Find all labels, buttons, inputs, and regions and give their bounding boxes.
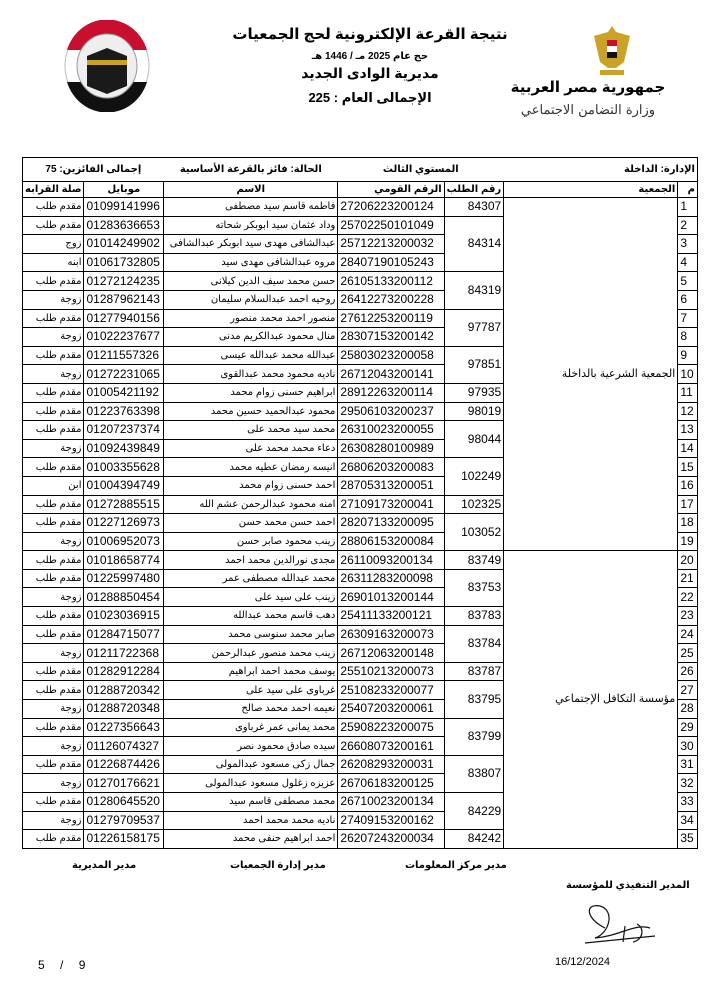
national-id: 25712213200032	[338, 235, 444, 254]
national-id: 25407203200061	[338, 700, 444, 719]
relation: مقدم طلب	[23, 402, 84, 421]
relation: مقدم طلب	[23, 495, 84, 514]
page-separator: /	[60, 958, 64, 972]
mobile-number: 01211722368	[84, 644, 164, 663]
national-id: 27612253200119	[338, 309, 444, 328]
mobile-number: 01005421192	[84, 383, 164, 402]
person-name: احمد حسن محمد حسن	[164, 514, 338, 533]
document-title: نتيجة القرعة الإلكترونية لحج الجمعيات	[232, 26, 508, 43]
relation: ابن	[23, 476, 84, 495]
relation: زوجة	[23, 588, 84, 607]
person-name: زينب محمود صابر حسن	[164, 532, 338, 551]
row-index: 35	[678, 830, 698, 849]
national-id: 28806153200084	[338, 532, 444, 551]
row-index: 28	[678, 700, 698, 719]
row-index: 14	[678, 439, 698, 458]
relation: مقدم طلب	[23, 383, 84, 402]
col-association: الجمعية	[504, 182, 678, 198]
relation: زوجة	[23, 774, 84, 793]
national-id: 26309163200073	[338, 625, 444, 644]
relation: زوجة	[23, 737, 84, 756]
national-id: 28207133200095	[338, 514, 444, 533]
relation: مقدم طلب	[23, 830, 84, 849]
relation: مقدم طلب	[23, 272, 84, 291]
relation: زوجة	[23, 811, 84, 830]
row-index: 18	[678, 514, 698, 533]
request-number: 103052	[444, 514, 504, 551]
request-number: 84314	[444, 216, 504, 272]
mobile-number: 01126074327	[84, 737, 164, 756]
row-index: 9	[678, 346, 698, 365]
mobile-number: 01099141996	[84, 198, 164, 217]
relation: مقدم طلب	[23, 458, 84, 477]
row-index: 6	[678, 290, 698, 309]
relation: مقدم طلب	[23, 755, 84, 774]
relation: زوجة	[23, 365, 84, 384]
mobile-number: 01227126973	[84, 514, 164, 533]
row-index: 13	[678, 421, 698, 440]
row-index: 25	[678, 644, 698, 663]
row-index: 19	[678, 532, 698, 551]
mobile-number: 01225997480	[84, 569, 164, 588]
relation: مقدم طلب	[23, 681, 84, 700]
mobile-number: 01226874426	[84, 755, 164, 774]
request-number: 84242	[444, 830, 504, 849]
request-number: 84319	[444, 272, 504, 309]
request-number: 83799	[444, 718, 504, 755]
relation: ابنه	[23, 253, 84, 272]
col-mobile: موبايل	[84, 182, 164, 198]
national-id: 28705313200051	[338, 476, 444, 495]
row-index: 32	[678, 774, 698, 793]
country-name: جمهورية مصر العربية	[510, 79, 666, 96]
row-index: 23	[678, 607, 698, 626]
person-name: جمال زكى مسعود عبدالمولى	[164, 755, 338, 774]
mobile-number: 01014249902	[84, 235, 164, 254]
mobile-number: 01022237677	[84, 328, 164, 347]
mobile-number: 01092439849	[84, 439, 164, 458]
person-name: ابراهيم حسنى زوام محمد	[164, 383, 338, 402]
national-id: 26310023200055	[338, 421, 444, 440]
national-id: 25702250101049	[338, 216, 444, 235]
national-id: 26712043200141	[338, 365, 444, 384]
national-id: 26901013200144	[338, 588, 444, 607]
mobile-number: 01004394749	[84, 476, 164, 495]
mobile-number: 01023036915	[84, 607, 164, 626]
handwritten-signature	[575, 898, 665, 948]
person-name: حسن محمد سيف الدين كيلانى	[164, 272, 338, 291]
relation: مقدم طلب	[23, 569, 84, 588]
request-number: 98044	[444, 421, 504, 458]
request-number: 83784	[444, 625, 504, 662]
mobile-number: 01282912284	[84, 662, 164, 681]
national-id: 27206223200124	[338, 198, 444, 217]
mobile-number: 01288720348	[84, 700, 164, 719]
national-id: 28407190105243	[338, 253, 444, 272]
national-id: 26308280100989	[338, 439, 444, 458]
winners-table	[22, 157, 698, 849]
info-row	[23, 158, 698, 182]
row-index: 20	[678, 551, 698, 570]
ministry-name: وزارة التضامن الاجتماعي	[520, 103, 656, 118]
relation: مقدم طلب	[23, 662, 84, 681]
row-index: 31	[678, 755, 698, 774]
person-name: مروه عبدالشافى مهدى سيد	[164, 253, 338, 272]
column-header-row	[23, 182, 698, 198]
mobile-number: 01226158175	[84, 830, 164, 849]
relation: مقدم طلب	[23, 793, 84, 812]
person-name: احمد حسنى زوام محمد	[164, 476, 338, 495]
level: المستوي الثالث	[338, 158, 504, 182]
request-number: 97935	[444, 383, 504, 402]
person-name: ناديه محمود محمد عبدالقوى	[164, 365, 338, 384]
table-row	[23, 551, 698, 570]
document-date: 16/12/2024	[555, 956, 611, 968]
relation: مقدم طلب	[23, 421, 84, 440]
row-index: 24	[678, 625, 698, 644]
row-index: 10	[678, 365, 698, 384]
directorate: مديرية الوادى الجديد	[301, 65, 439, 81]
person-name: انيسه رمضان عطيه محمد	[164, 458, 338, 477]
request-number: 83749	[444, 551, 504, 570]
grand-total: الإجمالى العام : 225	[308, 90, 432, 105]
col-national-id: الرقم القومي	[338, 182, 444, 198]
national-id: 26311283200098	[338, 569, 444, 588]
relation: زوجة	[23, 532, 84, 551]
table-row	[23, 198, 698, 217]
row-index: 7	[678, 309, 698, 328]
national-id: 26110093200134	[338, 551, 444, 570]
relation: مقدم طلب	[23, 346, 84, 365]
relation: مقدم طلب	[23, 718, 84, 737]
relation: زوجة	[23, 700, 84, 719]
relation: مقدم طلب	[23, 514, 84, 533]
row-index: 1	[678, 198, 698, 217]
row-index: 12	[678, 402, 698, 421]
person-name: محمود عبدالحميد حسين محمد	[164, 402, 338, 421]
row-index: 3	[678, 235, 698, 254]
row-index: 33	[678, 793, 698, 812]
request-number: 97787	[444, 309, 504, 346]
row-index: 34	[678, 811, 698, 830]
request-number: 83787	[444, 662, 504, 681]
row-index: 16	[678, 476, 698, 495]
request-number: 84307	[444, 198, 504, 217]
national-id: 25803023200058	[338, 346, 444, 365]
request-number: 102249	[444, 458, 504, 495]
person-name: وداد عثمان سيد ابوبكر شحاته	[164, 216, 338, 235]
national-id: 26712063200148	[338, 644, 444, 663]
association-name: مؤسسة التكافل الإجتماعي	[504, 551, 678, 849]
national-id: 29506103200237	[338, 402, 444, 421]
mobile-number: 01279709537	[84, 811, 164, 830]
row-index: 29	[678, 718, 698, 737]
person-name: منصور احمد محمد منصور	[164, 309, 338, 328]
national-id: 26706183200125	[338, 774, 444, 793]
person-name: صابر محمد سنوسى محمد	[164, 625, 338, 644]
relation: مقدم طلب	[23, 607, 84, 626]
person-name: فاطمه قاسم سيد مصطفى	[164, 198, 338, 217]
person-name: محمد سيد محمد على	[164, 421, 338, 440]
person-name: زينب محمد منصور عبدالرحمن	[164, 644, 338, 663]
mobile-number: 01288850454	[84, 588, 164, 607]
col-index: م	[678, 182, 698, 198]
person-name: مجدى نورالدين محمد احمد	[164, 551, 338, 570]
mobile-number: 01227356643	[84, 718, 164, 737]
col-name: الاسم	[164, 182, 338, 198]
directorate-manager-label: مدير المديرية	[72, 860, 137, 871]
row-index: 26	[678, 662, 698, 681]
person-name: محمد عبدالله مصطفى عمر	[164, 569, 338, 588]
national-id: 25510213200073	[338, 662, 444, 681]
request-number: 83753	[444, 569, 504, 606]
person-name: عبدالشافى مهدى سيد ابوبكر عبدالشافى	[164, 235, 338, 254]
national-id: 26608073200161	[338, 737, 444, 756]
national-id: 26208293200031	[338, 755, 444, 774]
person-name: سيده صادق محمود نصر	[164, 737, 338, 756]
mobile-number: 01272124235	[84, 272, 164, 291]
person-name: زينب على سيد على	[164, 588, 338, 607]
hajj-kaaba-logo	[62, 20, 152, 112]
person-name: منال محمود عبدالكريم مدنى	[164, 328, 338, 347]
winners-total: إجمالى الفائزين: 75	[23, 158, 164, 182]
mobile-number: 01283636653	[84, 216, 164, 235]
request-number: 83795	[444, 681, 504, 718]
mobile-number: 01018658774	[84, 551, 164, 570]
row-index: 27	[678, 681, 698, 700]
request-number: 83783	[444, 607, 504, 626]
mobile-number: 01270176621	[84, 774, 164, 793]
relation: مقدم طلب	[23, 198, 84, 217]
mobile-number: 01280645520	[84, 793, 164, 812]
person-name: عبدالله محمد عبدالله عيسى	[164, 346, 338, 365]
row-index: 4	[678, 253, 698, 272]
mobile-number: 01006952073	[84, 532, 164, 551]
egypt-eagle-emblem	[590, 22, 634, 78]
mobile-number: 01287962143	[84, 290, 164, 309]
relation: مقدم طلب	[23, 551, 84, 570]
national-id: 27409153200162	[338, 811, 444, 830]
mobile-number: 01211557326	[84, 346, 164, 365]
person-name: امنه محمود عبدالرحمن عشم الله	[164, 495, 338, 514]
person-name: ناديه محمد محمد احمد	[164, 811, 338, 830]
person-name: دهب قاسم محمد عبدالله	[164, 607, 338, 626]
mobile-number: 01223763398	[84, 402, 164, 421]
executive-director-label: المدير التنفيذي للمؤسسة	[566, 880, 690, 891]
hajj-year: حج عام 2025 مـ / 1446 هـ	[311, 51, 429, 62]
col-request-no: رقم الطلب	[444, 182, 504, 198]
relation: مقدم طلب	[23, 625, 84, 644]
person-name: عزيزه زغلول مسعود عبدالمولى	[164, 774, 338, 793]
request-number: 102325	[444, 495, 504, 514]
row-index: 2	[678, 216, 698, 235]
national-id: 27109173200041	[338, 495, 444, 514]
mobile-number: 01272231065	[84, 365, 164, 384]
request-number: 83807	[444, 755, 504, 792]
relation: زوجة	[23, 290, 84, 309]
person-name: محمد مصطفى قاسم سيد	[164, 793, 338, 812]
person-name: روحيه احمد عبدالسلام سليمان	[164, 290, 338, 309]
page-indicator	[38, 958, 85, 972]
mobile-number: 01061732805	[84, 253, 164, 272]
mobile-number: 01272885515	[84, 495, 164, 514]
mobile-number: 01284715077	[84, 625, 164, 644]
row-index: 15	[678, 458, 698, 477]
national-id: 28912263200114	[338, 383, 444, 402]
person-name: احمد ابراهيم حنفى محمد	[164, 830, 338, 849]
person-name: يوسف محمد احمد ابراهيم	[164, 662, 338, 681]
mobile-number: 01207237374	[84, 421, 164, 440]
row-index: 22	[678, 588, 698, 607]
national-id: 25908223200075	[338, 718, 444, 737]
national-id: 26806203200083	[338, 458, 444, 477]
national-id: 25108233200077	[338, 681, 444, 700]
national-id: 25411133200121	[338, 607, 444, 626]
row-index: 5	[678, 272, 698, 291]
row-index: 11	[678, 383, 698, 402]
info-center-manager-label: مدير مركز المعلومات	[405, 860, 507, 871]
relation: زوجة	[23, 328, 84, 347]
row-index: 30	[678, 737, 698, 756]
request-number: 84229	[444, 793, 504, 830]
relation: مقدم طلب	[23, 216, 84, 235]
col-relation: صلة القرابه	[23, 182, 84, 198]
national-id: 26207243200034	[338, 830, 444, 849]
relation: مقدم طلب	[23, 309, 84, 328]
row-index: 8	[678, 328, 698, 347]
status: الحالة: فائز بالقرعة الأساسية	[164, 158, 338, 182]
national-id: 26105133200112	[338, 272, 444, 291]
row-index: 17	[678, 495, 698, 514]
person-name: نعيمه احمد محمد صالح	[164, 700, 338, 719]
request-number: 98019	[444, 402, 504, 421]
relation: زوج	[23, 235, 84, 254]
relation: زوجة	[23, 644, 84, 663]
mobile-number: 01277940156	[84, 309, 164, 328]
row-index: 21	[678, 569, 698, 588]
associations-manager-label: مدير إدارة الجمعيات	[230, 860, 326, 871]
national-id: 26412273200228	[338, 290, 444, 309]
national-id: 26710023200134	[338, 793, 444, 812]
national-id: 28307153200142	[338, 328, 444, 347]
person-name: غرباوى على سيد على	[164, 681, 338, 700]
page-current: 5	[38, 958, 45, 972]
person-name: محمد يمانى عمر غرباوى	[164, 718, 338, 737]
relation: زوجة	[23, 439, 84, 458]
person-name: دعاء محمد محمد على	[164, 439, 338, 458]
administration: الإدارة: الداخلة	[504, 158, 698, 182]
request-number: 97851	[444, 346, 504, 383]
page-total: 9	[78, 958, 86, 972]
mobile-number: 01003355628	[84, 458, 164, 477]
association-name: الجمعية الشرعية بالداخلة	[504, 198, 678, 551]
mobile-number: 01288720342	[84, 681, 164, 700]
